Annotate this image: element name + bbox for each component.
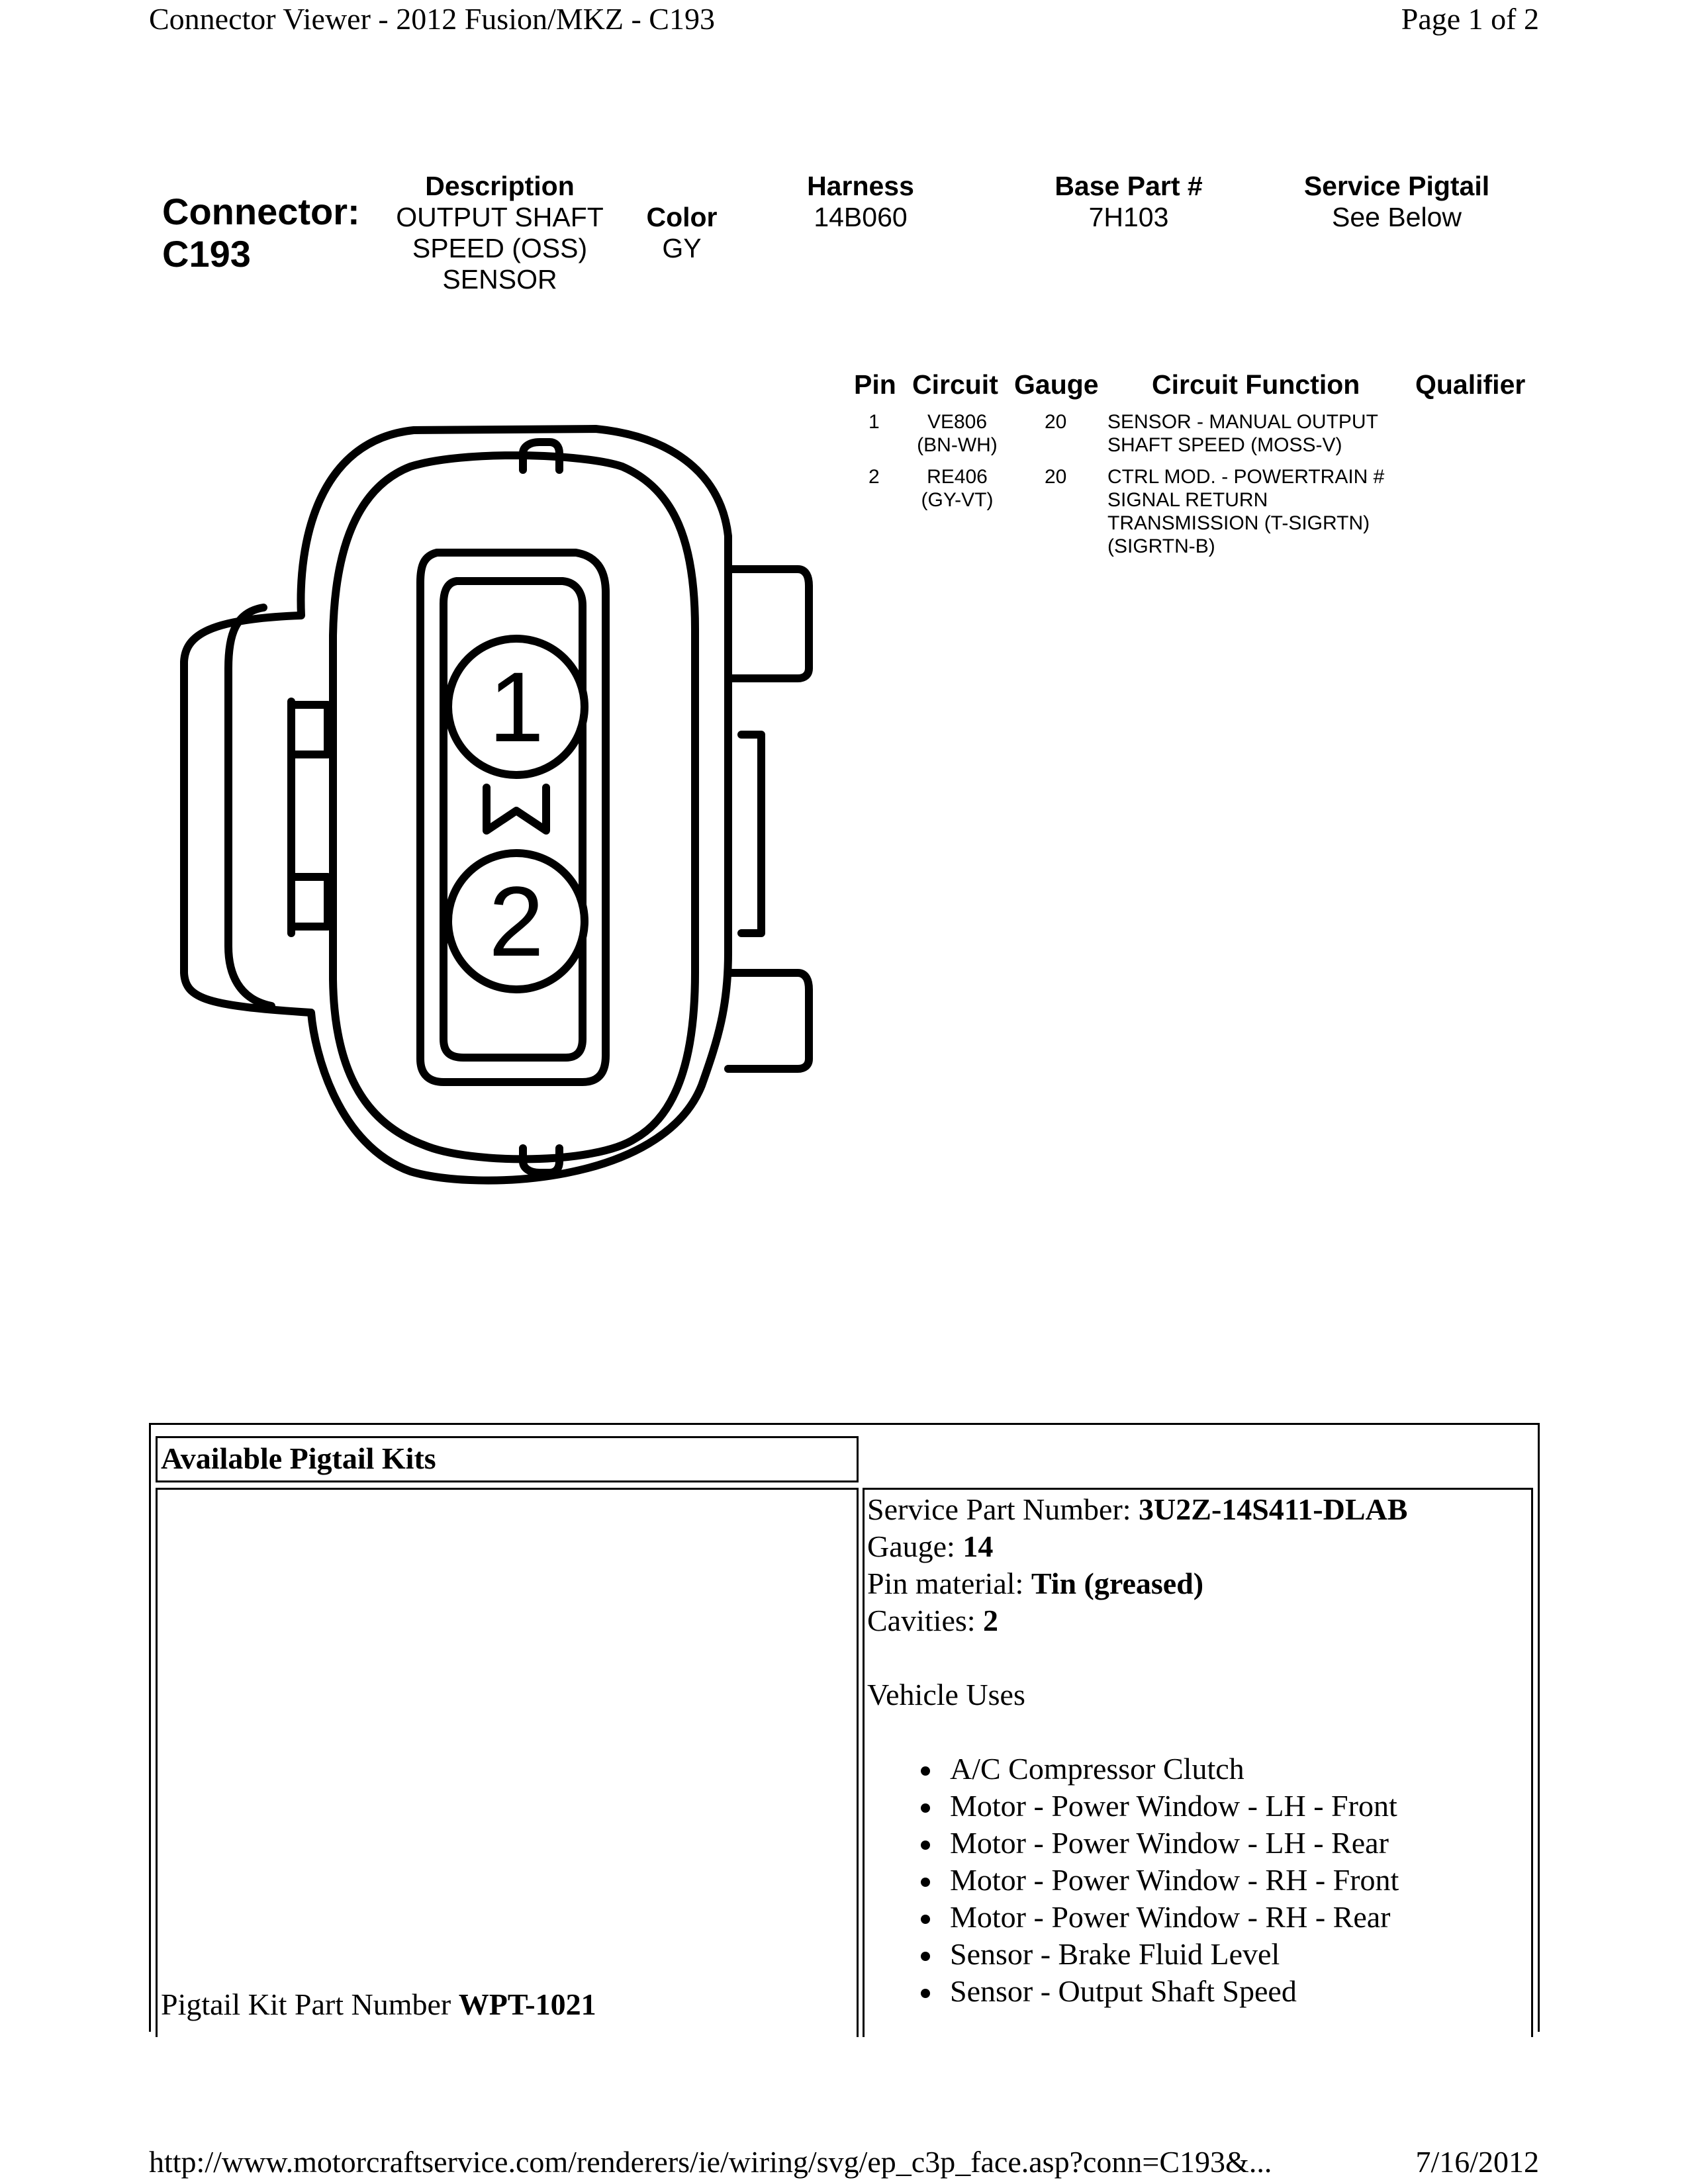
- vehicle-uses-list: [867, 1751, 1407, 2010]
- list-item: Motor - Power Window - RH - Front: [950, 1862, 1407, 1899]
- pin-number: 1: [868, 411, 880, 433]
- circuit-function-line: (SIGRTN-B): [1107, 535, 1215, 557]
- connector-face-diagram: [159, 404, 841, 1185]
- list-item: Sensor - Output Shaft Speed: [950, 1973, 1407, 2010]
- list-item: Sensor - Brake Fluid Level: [950, 1936, 1407, 1973]
- description-column: [377, 171, 622, 295]
- description-line: SPEED (OSS): [412, 233, 588, 263]
- kit-part-value: WPT-1021: [458, 1987, 596, 2021]
- circuit-function-cell: [1107, 465, 1384, 558]
- connector-label-line1: Connector:: [162, 191, 360, 232]
- pin-2-label: 2: [489, 866, 544, 977]
- circuit-function-line: TRANSMISSION (T-SIGRTN): [1107, 512, 1370, 534]
- harness-header: Harness: [807, 171, 914, 201]
- gauge-value: 14: [962, 1529, 994, 1563]
- page-indicator: Page 1 of 2: [1401, 2, 1539, 36]
- document-title: Connector Viewer - 2012 Fusion/MKZ - C193: [149, 2, 715, 36]
- service-part-value: 3U2Z-14S411-DLAB: [1139, 1492, 1408, 1526]
- circuit-id: RE406: [927, 466, 988, 488]
- circuit-function-line: SHAFT SPEED (MOSS-V): [1107, 434, 1342, 456]
- service-pigtail-column: [1278, 171, 1516, 233]
- base-part-value: 7H103: [1088, 202, 1169, 232]
- description-line: SENSOR: [442, 264, 557, 295]
- pin-1-label: 1: [489, 651, 544, 762]
- color-value: GY: [662, 233, 702, 263]
- list-item: A/C Compressor Clutch: [950, 1751, 1407, 1788]
- pin-table-header-pin: Pin: [854, 369, 896, 400]
- housing-outline: [184, 429, 728, 1181]
- pigtail-details: [867, 1491, 1407, 2010]
- pin-material-row: [867, 1565, 1407, 1602]
- gauge-row: [867, 1528, 1407, 1565]
- pin-material-label: Pin material:: [867, 1567, 1031, 1600]
- vehicle-uses-title: Vehicle Uses: [867, 1678, 1025, 1711]
- cavities-row: [867, 1602, 1407, 1639]
- circuit-color: (BN-WH): [917, 434, 998, 456]
- circuit-color: (GY-VT): [921, 489, 994, 511]
- left-shroud: [228, 608, 271, 1006]
- harness-value: 14B060: [814, 202, 908, 232]
- pin-table-header-function: Circuit Function: [1152, 369, 1360, 400]
- inner-oval: [333, 455, 695, 1159]
- circuit-function-line: CTRL MOD. - POWERTRAIN #: [1107, 466, 1385, 488]
- description-header: Description: [425, 171, 575, 201]
- list-item: Motor - Power Window - LH - Front: [950, 1788, 1407, 1825]
- connector-id: C193: [162, 233, 251, 275]
- keying-wedge: [487, 788, 546, 831]
- service-part-row: [867, 1491, 1407, 1528]
- source-url: http://www.motorcraftservice.com/renderers/ie/wiring/svg/ep_c3p_face.asp?conn=C193&...: [149, 2145, 1272, 2179]
- list-item: Motor - Power Window - LH - Rear: [950, 1825, 1407, 1862]
- color-column: [632, 202, 731, 264]
- left-tab-upper: [291, 705, 328, 754]
- connector-label: [162, 191, 360, 275]
- cavities-value: 2: [983, 1604, 999, 1637]
- right-tab-upper: [728, 569, 809, 678]
- circuit-function-line: SENSOR - MANUAL OUTPUT: [1107, 411, 1378, 433]
- pigtail-image-cell: [156, 1488, 859, 2037]
- circuit-cell: [912, 410, 1002, 457]
- kit-part-label: Pigtail Kit Part Number: [161, 1987, 459, 2021]
- circuit-id: VE806: [927, 411, 988, 433]
- service-pigtail-value: See Below: [1331, 202, 1462, 232]
- circuit-cell: [912, 465, 1002, 512]
- gauge-label: Gauge:: [867, 1529, 963, 1563]
- base-part-header: Base Part #: [1055, 171, 1203, 201]
- pin-number: 2: [868, 466, 880, 488]
- pigtail-heading: Available Pigtail Kits: [161, 1441, 436, 1475]
- service-pigtail-header: Service Pigtail: [1303, 171, 1490, 201]
- circuit-function-cell: [1107, 410, 1378, 457]
- gauge-value: 20: [1045, 411, 1067, 433]
- base-part-column: [1023, 171, 1235, 233]
- pin-table-header-qualifier: Qualifier: [1415, 369, 1526, 400]
- harness-column: [781, 171, 940, 233]
- pin-material-value: Tin (greased): [1031, 1567, 1204, 1600]
- pigtail-kit-part-number: [161, 1987, 596, 2022]
- color-header: Color: [646, 202, 718, 232]
- description-line: OUTPUT SHAFT: [396, 202, 604, 232]
- pin-table-header-circuit: Circuit: [912, 369, 998, 400]
- right-tab-lower: [728, 973, 809, 1069]
- pin-table-header-gauge: Gauge: [1014, 369, 1099, 400]
- circuit-function-line: SIGNAL RETURN: [1107, 489, 1268, 511]
- print-date: 7/16/2012: [1415, 2145, 1539, 2179]
- left-tab-lower: [291, 877, 328, 927]
- list-item: Motor - Power Window - RH - Rear: [950, 1899, 1407, 1936]
- service-part-label: Service Part Number:: [867, 1492, 1139, 1526]
- cavities-label: Cavities:: [867, 1604, 984, 1637]
- gauge-value: 20: [1045, 466, 1067, 488]
- right-rail: [741, 735, 761, 933]
